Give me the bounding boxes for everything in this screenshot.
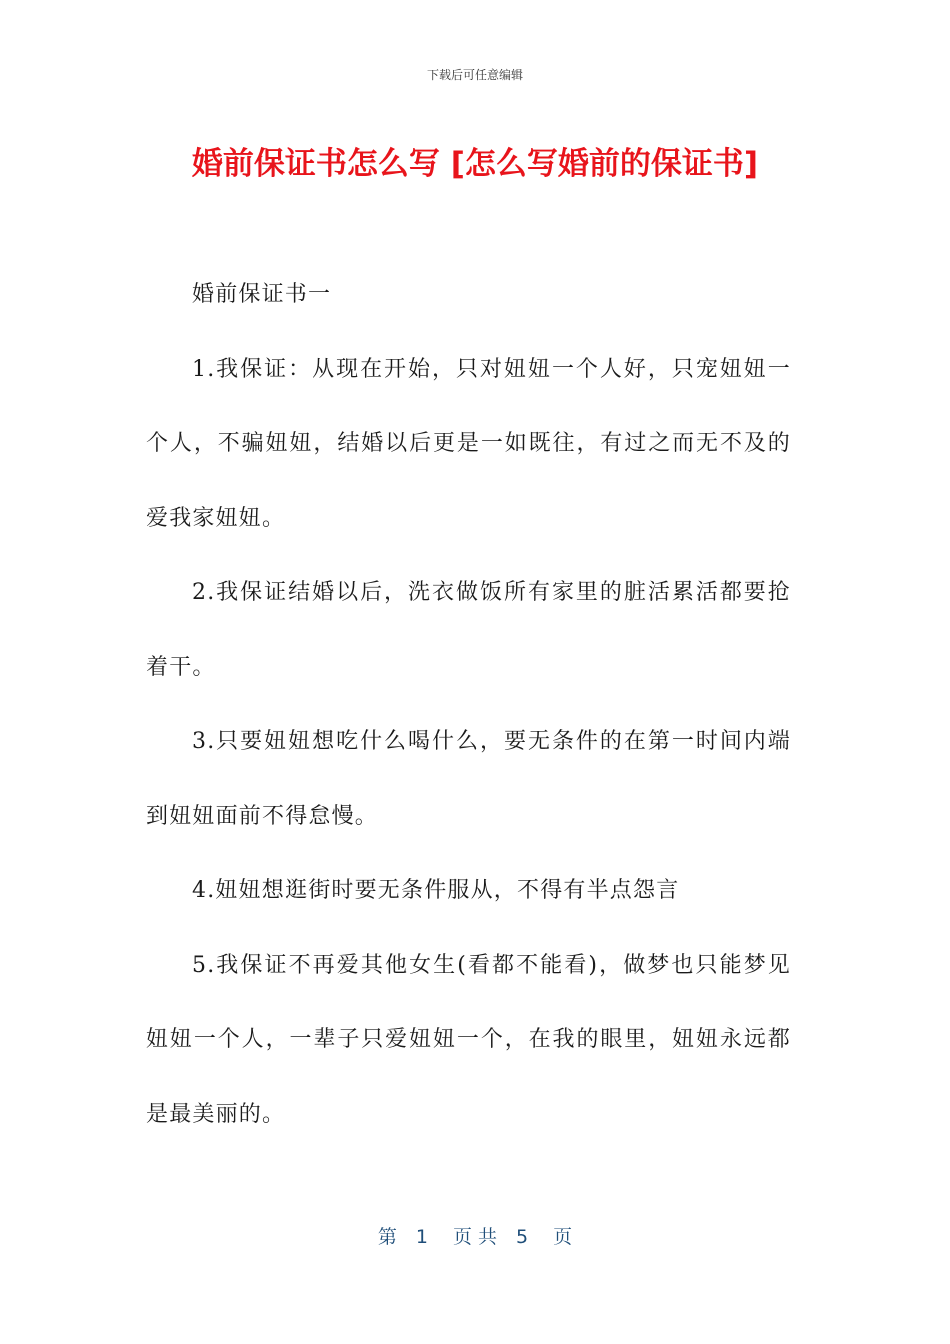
paragraph-item-1: 1.我保证：从现在开始，只对妞妞一个人好，只宠妞妞一个人，不骗妞妞，结婚以后更是一如既往，有过之而无不及的爱我家妞妞。 — [146, 356, 791, 531]
paragraph-item-3: 3.只要妞妞想吃什么喝什么，要无条件的在第一时间内端到妞妞面前不得怠慢。 — [146, 729, 791, 829]
paragraph-item-2: 2.我保证结婚以后，洗衣做饭所有家里的脏活累活都要抢着干。 — [146, 580, 791, 680]
document-title: 婚前保证书怎么写 [怎么写婚前的保证书] — [191, 146, 759, 182]
paragraph-item-5: 5.我保证不再爱其他女生(看都不能看)，做梦也只能梦见妞妞一个人，一辈子只爱妞妞一个，在我的眼里，妞妞永远都是最美丽的。 — [146, 952, 791, 1127]
paragraph-item-4: 4.妞妞想逛街时要无条件服从，不得有半点怨言 — [192, 878, 680, 903]
page-number-footer: 第 1 页 共 5 页 — [377, 1226, 573, 1248]
paragraph-section-heading: 婚前保证书一 — [192, 282, 332, 307]
document-body — [146, 258, 791, 1152]
page-header-note: 下载后可任意编辑 — [426, 68, 523, 82]
